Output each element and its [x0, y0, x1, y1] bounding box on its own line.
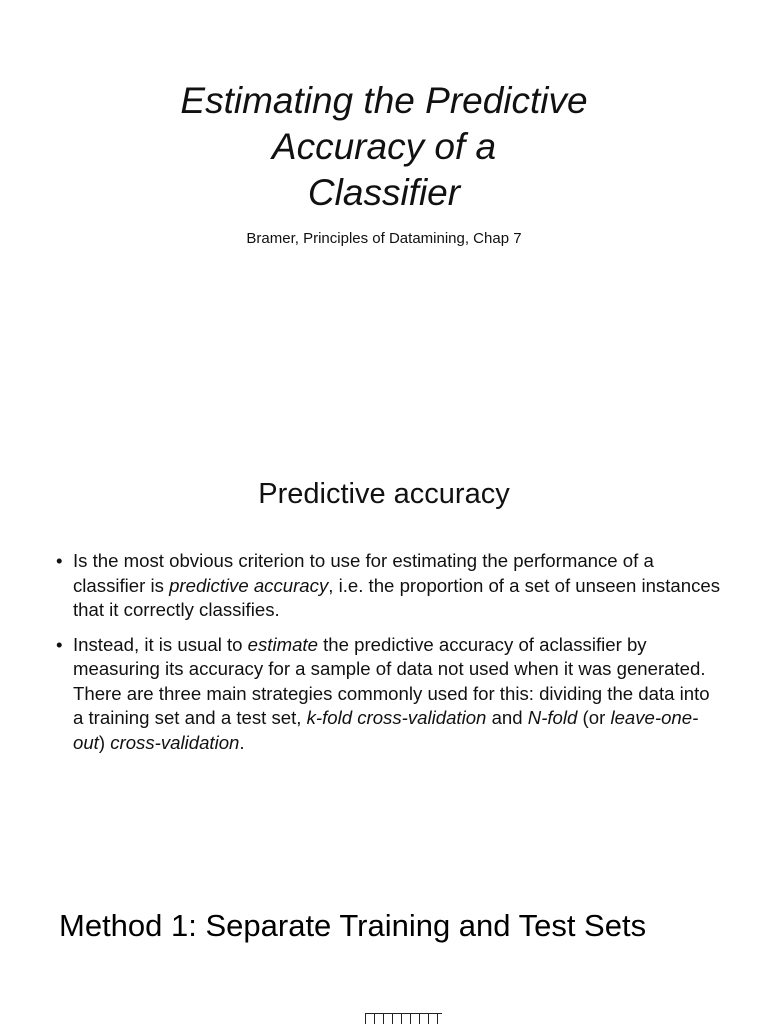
title-line-3: Classifier: [307, 172, 461, 213]
section-heading: Predictive accuracy: [258, 478, 510, 510]
grid-cell: [428, 1013, 438, 1024]
bullet-2-text-2: the predictive accuracy of aclassifier by measuring its accuracy for a sample of data not used when it was generated. There are three main strategies commonly used for this: dividing the data into a training set and a test set,: [73, 633, 710, 728]
bullet-item-1: [56, 549, 724, 623]
bullet-2-emphasis-4: leave-one-out: [73, 707, 699, 753]
bullet-marker: •: [56, 550, 63, 571]
bullet-2-text-1: Instead, it is usual to: [73, 633, 248, 655]
data-grid-illustration: [365, 1011, 442, 1024]
title-line-1: Estimating the Predictive: [180, 80, 588, 121]
title-line-2: Accuracy of a: [271, 126, 497, 167]
bullet-2-text-3: and: [486, 707, 528, 728]
bullet-2-text-6: .: [239, 731, 245, 753]
bullet-2-emphasis-1: estimate: [247, 633, 318, 655]
bullet-2-emphasis-3: N-fold: [527, 707, 578, 728]
bullet-marker: •: [56, 633, 63, 655]
slide-subtitle: Bramer, Principles of Datamining, Chap 7: [246, 230, 522, 247]
bullet-list: [56, 549, 724, 765]
slide-title: [0, 78, 768, 216]
bullet-2-text-5: ): [98, 731, 111, 753]
bullet-2-emphasis-5: cross-validation: [110, 731, 240, 753]
bullet-1-text-1: Is the most obvious criterion to use for estimating the performance of a classifier is: [73, 550, 654, 596]
bullet-item-2: [56, 633, 724, 756]
method-heading: Method 1: Separate Training and Test Sets: [59, 908, 647, 943]
bullet-1-text-2: , i.e. the proportion of a set of unseen instances that it correctly classifies.: [73, 574, 720, 620]
bullet-2-text-4: (or: [577, 707, 611, 728]
bullet-1-emphasis-1: predictive accuracy: [169, 574, 329, 596]
bullet-2-emphasis-2: k-fold cross-validation: [306, 707, 487, 728]
